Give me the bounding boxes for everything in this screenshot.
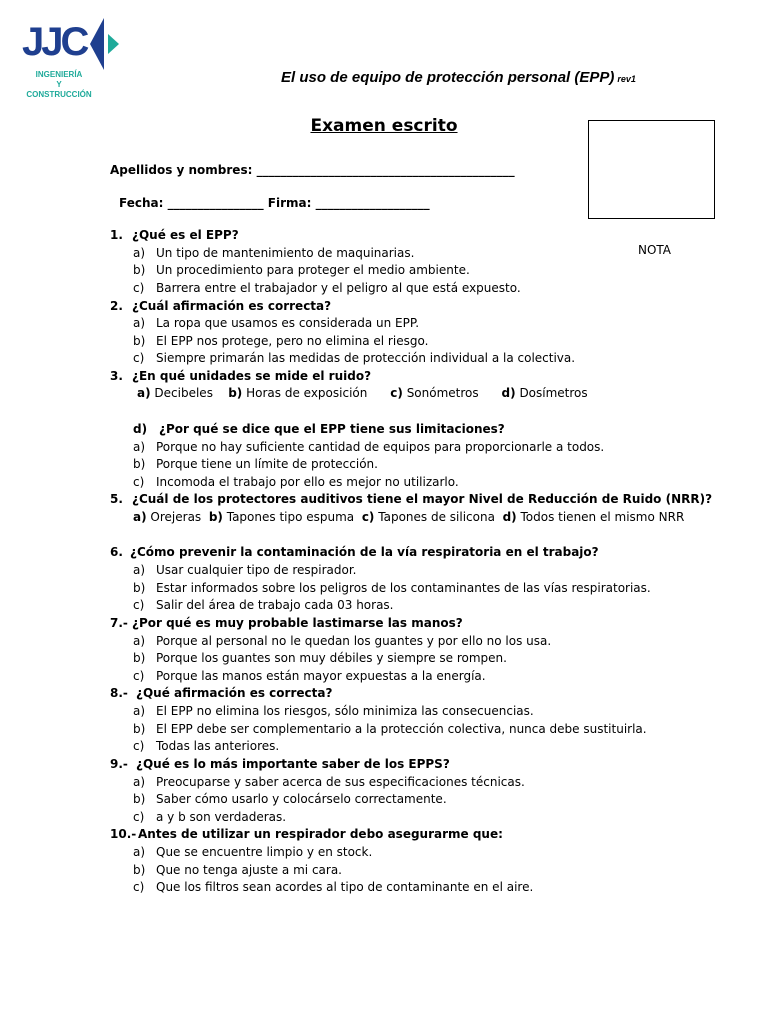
- option[interactable]: [133, 475, 459, 490]
- option-text: Porque los guantes son muy débiles y siempre se rompen.: [156, 651, 507, 665]
- option[interactable]: [133, 810, 286, 825]
- option-text: Que se encuentre limpio y en stock.: [156, 845, 373, 859]
- option[interactable]: [133, 581, 651, 596]
- option-letter: a): [133, 845, 146, 859]
- option-text: Dosímetros: [519, 386, 588, 400]
- option-text: Tapones tipo espuma: [226, 510, 355, 524]
- option-letter: b): [228, 386, 243, 400]
- option-letter: a): [133, 510, 147, 524]
- option-letter: a): [133, 563, 146, 577]
- option-letter: c): [390, 386, 403, 400]
- logo-sub-line-2: Y CONSTRUCCIÓN: [26, 80, 92, 99]
- option-text: Salir del área de trabajo cada 03 horas.: [156, 598, 394, 612]
- option-letter: c): [133, 598, 145, 612]
- option-text: Un tipo de mantenimiento de maquinarias.: [156, 246, 415, 260]
- option[interactable]: [133, 845, 372, 860]
- question-number: 5.: [110, 492, 123, 506]
- question-10: [110, 827, 503, 842]
- option-text: El EPP debe ser complementario a la protección colectiva, nunca debe sustituirla.: [156, 722, 647, 736]
- question-number: 6.: [110, 545, 123, 559]
- inline-option[interactable]: [390, 386, 478, 400]
- option-text: Orejeras: [150, 510, 202, 524]
- inline-option[interactable]: [137, 386, 213, 400]
- question-5: [110, 492, 712, 507]
- logo-subtitle: [24, 70, 94, 100]
- option-text: Un procedimiento para proteger el medio ambiente.: [156, 263, 470, 277]
- date-signature-field[interactable]: Fecha: ________________ Firma: ___________________: [119, 196, 430, 210]
- option[interactable]: [133, 704, 534, 719]
- option-text: Tapones de silicona: [378, 510, 495, 524]
- question-9: [110, 757, 450, 772]
- option-text: Que no tenga ajuste a mi cara.: [156, 863, 342, 877]
- company-logo: [22, 12, 132, 99]
- option-text: Usar cualquier tipo de respirador.: [156, 563, 357, 577]
- option-letter: c): [133, 880, 145, 894]
- inline-option[interactable]: [133, 510, 201, 524]
- logo-diamond-icon: [88, 16, 128, 72]
- option[interactable]: [133, 722, 647, 737]
- option-letter: c): [133, 351, 145, 365]
- option[interactable]: [133, 351, 575, 366]
- inline-option[interactable]: [362, 510, 495, 524]
- option-letter: a): [133, 316, 146, 330]
- question-number: d): [133, 422, 148, 436]
- option[interactable]: [133, 634, 551, 649]
- question-text: ¿Qué es el EPP?: [132, 228, 239, 242]
- question-4: [133, 422, 505, 437]
- option-letter: b): [133, 863, 146, 877]
- option-text: Sonómetros: [406, 386, 479, 400]
- option[interactable]: [133, 263, 470, 278]
- inline-options: [133, 510, 684, 525]
- option-letter: b): [208, 510, 223, 524]
- question-6: [110, 545, 599, 560]
- document-title: [281, 69, 636, 86]
- question-8: [110, 686, 332, 701]
- option[interactable]: [133, 246, 414, 261]
- question-text: ¿En qué unidades se mide el ruido?: [132, 369, 372, 383]
- question-number: 10.-: [110, 827, 137, 841]
- question-text: ¿Por qué se dice que el EPP tiene sus limitaciones?: [159, 422, 505, 436]
- option-letter: a): [133, 704, 146, 718]
- option[interactable]: [133, 669, 486, 684]
- inline-option[interactable]: [503, 510, 685, 524]
- option-letter: a): [137, 386, 151, 400]
- option[interactable]: [133, 598, 394, 613]
- option-text: Decibeles: [154, 386, 213, 400]
- grade-label: NOTA: [637, 243, 672, 257]
- option-letter: d): [501, 386, 516, 400]
- document-title-text: El uso de equipo de protección personal (EPP): [281, 69, 615, 86]
- question-text: ¿Qué afirmación es correcta?: [136, 686, 333, 700]
- exam-title: Examen escrito: [310, 116, 458, 136]
- option[interactable]: [133, 775, 525, 790]
- question-3: [110, 369, 371, 384]
- logo-sub-line-1: INGENIERÍA: [35, 70, 83, 79]
- question-number: 2.: [110, 299, 123, 313]
- option-text: Porque no hay suficiente cantidad de equipos para proporcionarle a todos.: [156, 440, 605, 454]
- inline-option[interactable]: [209, 510, 354, 524]
- option-letter: d): [502, 510, 517, 524]
- option-text: Siempre primarán las medidas de protección individual a la colectiva.: [156, 351, 576, 365]
- question-2: [110, 299, 331, 314]
- option[interactable]: [133, 880, 533, 895]
- question-number: 7.-: [110, 616, 128, 630]
- option[interactable]: [133, 651, 507, 666]
- option-text: Que los filtros sean acordes al tipo de contaminante en el aire.: [156, 880, 534, 894]
- option-text: Barrera entre el trabajador y el peligro al que está expuesto.: [156, 281, 521, 295]
- logo-letters: JJC: [22, 20, 87, 64]
- option-text: Porque al personal no le quedan los guantes y por ello no los usa.: [156, 634, 552, 648]
- option[interactable]: [133, 792, 447, 807]
- option-text: Todos tienen el mismo NRR: [520, 510, 685, 524]
- option-text: Estar informados sobre los peligros de los contaminantes de las vías respiratorias.: [156, 581, 651, 595]
- option-text: Porque tiene un límite de protección.: [156, 457, 378, 471]
- option[interactable]: [133, 739, 279, 754]
- question-text: ¿Qué es lo más importante saber de los EPPS?: [136, 757, 450, 771]
- question-number: 1.: [110, 228, 123, 242]
- question-text: ¿Cuál de los protectores auditivos tiene el mayor Nivel de Reducción de Ruido (NRR)?: [132, 492, 713, 506]
- option-letter: b): [133, 334, 146, 348]
- question-text: ¿Por qué es muy probable lastimarse las manos?: [132, 616, 463, 630]
- inline-option[interactable]: [228, 386, 367, 400]
- question-text: Antes de utilizar un respirador debo asegurarme que:: [138, 827, 503, 841]
- option-letter: b): [133, 457, 146, 471]
- question-number: 3.: [110, 369, 123, 383]
- option[interactable]: [133, 563, 357, 578]
- option-text: a y b son verdaderas.: [156, 810, 287, 824]
- option-letter: b): [133, 581, 146, 595]
- option-letter: c): [133, 739, 145, 753]
- option[interactable]: [133, 316, 419, 331]
- inline-option[interactable]: [502, 386, 588, 400]
- grade-box[interactable]: [588, 120, 715, 219]
- option-letter: c): [133, 281, 145, 295]
- inline-options: [137, 386, 588, 401]
- option-text: Horas de exposición: [246, 386, 368, 400]
- option-letter: b): [133, 722, 146, 736]
- option-letter: b): [133, 651, 146, 665]
- name-field[interactable]: Apellidos y nombres: ___________________________________________: [110, 163, 515, 177]
- option-text: Porque las manos están mayor expuestas a la energía.: [156, 669, 486, 683]
- question-number: 8.-: [110, 686, 128, 700]
- question-1: [110, 228, 239, 243]
- option-text: El EPP nos protege, pero no elimina el riesgo.: [156, 334, 429, 348]
- question-number: 9.-: [110, 757, 128, 771]
- option-letter: a): [133, 634, 146, 648]
- option-letter: a): [133, 440, 146, 454]
- option-text: El EPP no elimina los riesgos, sólo minimiza las consecuencias.: [156, 704, 534, 718]
- option-letter: a): [133, 775, 146, 789]
- question-text: ¿Cuál afirmación es correcta?: [132, 299, 332, 313]
- question-text: ¿Cómo prevenir la contaminación de la vía respiratoria en el trabajo?: [130, 545, 599, 559]
- option[interactable]: [133, 281, 521, 296]
- option[interactable]: [133, 863, 342, 878]
- option[interactable]: [133, 440, 604, 455]
- option-letter: a): [133, 246, 146, 260]
- option-letter: c): [133, 810, 145, 824]
- option-text: Preocuparse y saber acerca de sus especificaciones técnicas.: [156, 775, 525, 789]
- option-letter: c): [133, 475, 145, 489]
- option-letter: b): [133, 792, 146, 806]
- option-letter: b): [133, 263, 146, 277]
- option-letter: c): [133, 669, 145, 683]
- option-text: Todas las anteriores.: [156, 739, 280, 753]
- option-text: La ropa que usamos es considerada un EPP.: [156, 316, 420, 330]
- revision-label: rev1: [617, 74, 636, 84]
- option-text: Incomoda el trabajo por ello es mejor no utilizarlo.: [156, 475, 459, 489]
- option[interactable]: [133, 457, 378, 472]
- option-letter: c): [361, 510, 375, 524]
- option[interactable]: [133, 334, 428, 349]
- question-7: [110, 616, 463, 631]
- option-text: Saber cómo usarlo y colocárselo correctamente.: [156, 792, 447, 806]
